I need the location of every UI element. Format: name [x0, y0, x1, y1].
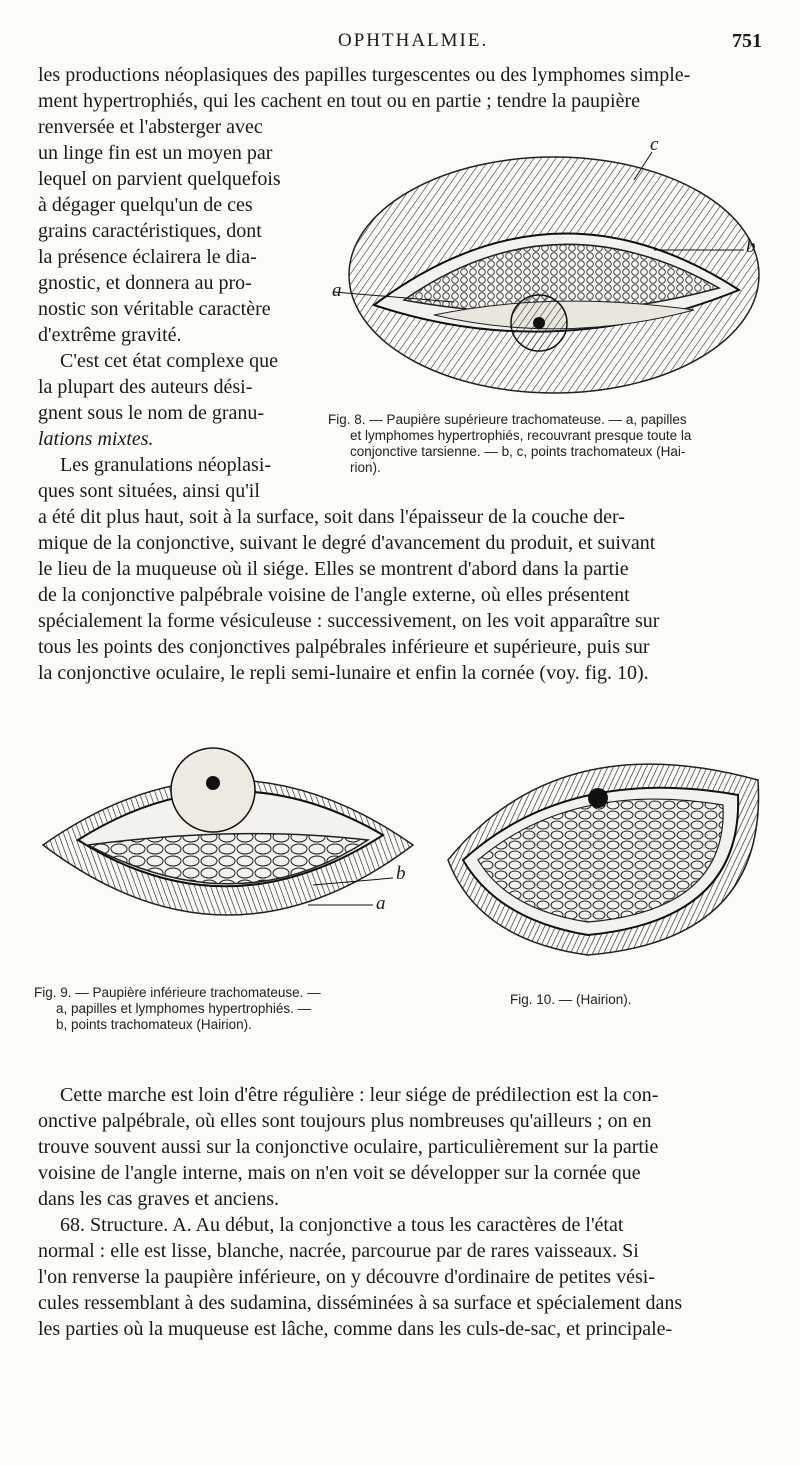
figure-8-illustration — [332, 134, 774, 400]
text-line: un linge fin est un moyen par — [38, 142, 273, 164]
text-line: 68. Structure. A. Au début, la conjonctive a tous les caractères de l'état — [60, 1214, 624, 1236]
text-line: voisine de l'angle interne, mais on n'en voit se développer sur la cornée que — [38, 1162, 641, 1184]
caption-line: Fig. 9. — Paupière inférieure trachomateuse. — — [34, 985, 321, 1000]
paragraph-structure — [38, 1212, 762, 1342]
running-head-title: OPHTHALMIE. — [338, 30, 489, 51]
figure-8-caption — [328, 412, 764, 476]
text-line: renversée et l'absterger avec — [38, 116, 263, 138]
text-line: onctive palpébrale, où elles sont toujours plus nombreuses qu'ailleurs ; on en — [38, 1110, 652, 1132]
text-line: ment hypertrophiés, qui les cachent en tout ou en partie ; tendre la paupière — [38, 90, 641, 112]
text-line: Cette marche est loin d'être régulière : leur siége de prédilection est la con- — [60, 1084, 659, 1106]
text-line: dans les cas graves et anciens. — [38, 1188, 280, 1210]
figure-9-illustration — [38, 735, 418, 975]
figure-9-label-b: b — [396, 863, 406, 884]
text-line: la plupart des auteurs dési- — [38, 376, 253, 398]
caption-line: a, papilles et lymphomes hypertrophiés. — — [56, 1001, 312, 1016]
figure-8-label-b: b — [746, 236, 756, 257]
text-line: normal : elle est lisse, blanche, nacrée, parcourue par de rares vaisseaux. Si — [38, 1240, 639, 1262]
text-line: a été dit plus haut, soit à la surface, soit dans l'épaisseur de la couche der- — [38, 506, 625, 528]
figure-9-label-a: a — [376, 893, 386, 914]
text-line: les parties où la muqueuse est lâche, comme dans les culs-de-sac, et principale- — [38, 1318, 673, 1340]
text-line: lequel on parvient quelquefois — [38, 168, 281, 190]
figure-10-illustration — [438, 740, 768, 970]
text-line: les productions néoplasiques des papilles turgescentes ou des lymphomes simple- — [38, 64, 691, 86]
text-line: l'on renverse la paupière inférieure, on y découvre d'ordinaire de petites vési- — [38, 1266, 655, 1288]
caption-line: et lymphomes hypertrophiés, recouvrant presque toute la — [350, 428, 692, 443]
paragraph-intro — [38, 62, 762, 114]
figure-10-caption: Fig. 10. — (Hairion). — [510, 992, 632, 1007]
caption-line: b, points trachomateux (Hairion). — [56, 1017, 252, 1032]
text-line: nostic son véritable caractère — [38, 298, 271, 320]
text-line: lations mixtes. — [38, 428, 154, 450]
text-line: de la conjonctive palpébrale voisine de l'angle externe, où elles présentent — [38, 584, 630, 606]
text-line: la conjonctive oculaire, le repli semi-lunaire et enfin la cornée (voy. fig. 10). — [38, 662, 649, 684]
figure-9-caption — [34, 985, 374, 1033]
paragraph-marche — [38, 1082, 762, 1212]
text-line: le lieu de la muqueuse où il siége. Elles se montrent d'abord dans la partie — [38, 558, 629, 580]
caption-line: conjonctive tarsienne. — b, c, points trachomateux (Hai- — [350, 444, 686, 459]
text-line: spécialement la forme vésiculeuse : successivement, on les voit apparaître sur — [38, 610, 660, 632]
figure-8-label-c: c — [650, 134, 659, 155]
left-column-text — [38, 114, 316, 504]
figure-8-label-a: a — [332, 280, 342, 301]
text-line: gnostic, et donnera au pro- — [38, 272, 252, 294]
caption-line: Fig. 8. — Paupière supérieure trachomateuse. — a, papilles — [328, 412, 687, 427]
caption-line: rion). — [350, 460, 381, 475]
text-line: mique de la conjonctive, suivant le degré d'avancement du produit, et suivant — [38, 532, 656, 554]
page-number: 751 — [732, 30, 762, 52]
text-line: ques sont situées, ainsi qu'il — [38, 480, 260, 502]
text-line: gnent sous le nom de granu- — [38, 402, 265, 424]
text-line: à dégager quelqu'un de ces — [38, 194, 253, 216]
text-line: C'est cet état complexe que — [60, 350, 278, 372]
text-line: tous les points des conjonctives palpébrales inférieure et supérieure, puis sur — [38, 636, 650, 658]
text-line: la présence éclairera le dia- — [38, 246, 257, 268]
text-line: grains caractéristiques, dont — [38, 220, 262, 242]
text-line: Les granulations néoplasi- — [60, 454, 272, 476]
text-line: d'extrême gravité. — [38, 324, 182, 346]
text-line: cules ressemblant à des sudamina, disséminées à sa surface et spécialement dans — [38, 1292, 683, 1314]
running-head — [0, 30, 800, 56]
text-line: trouve souvent aussi sur la conjonctive oculaire, particulièrement sur la partie — [38, 1136, 659, 1158]
paragraph-localisation — [38, 504, 762, 686]
